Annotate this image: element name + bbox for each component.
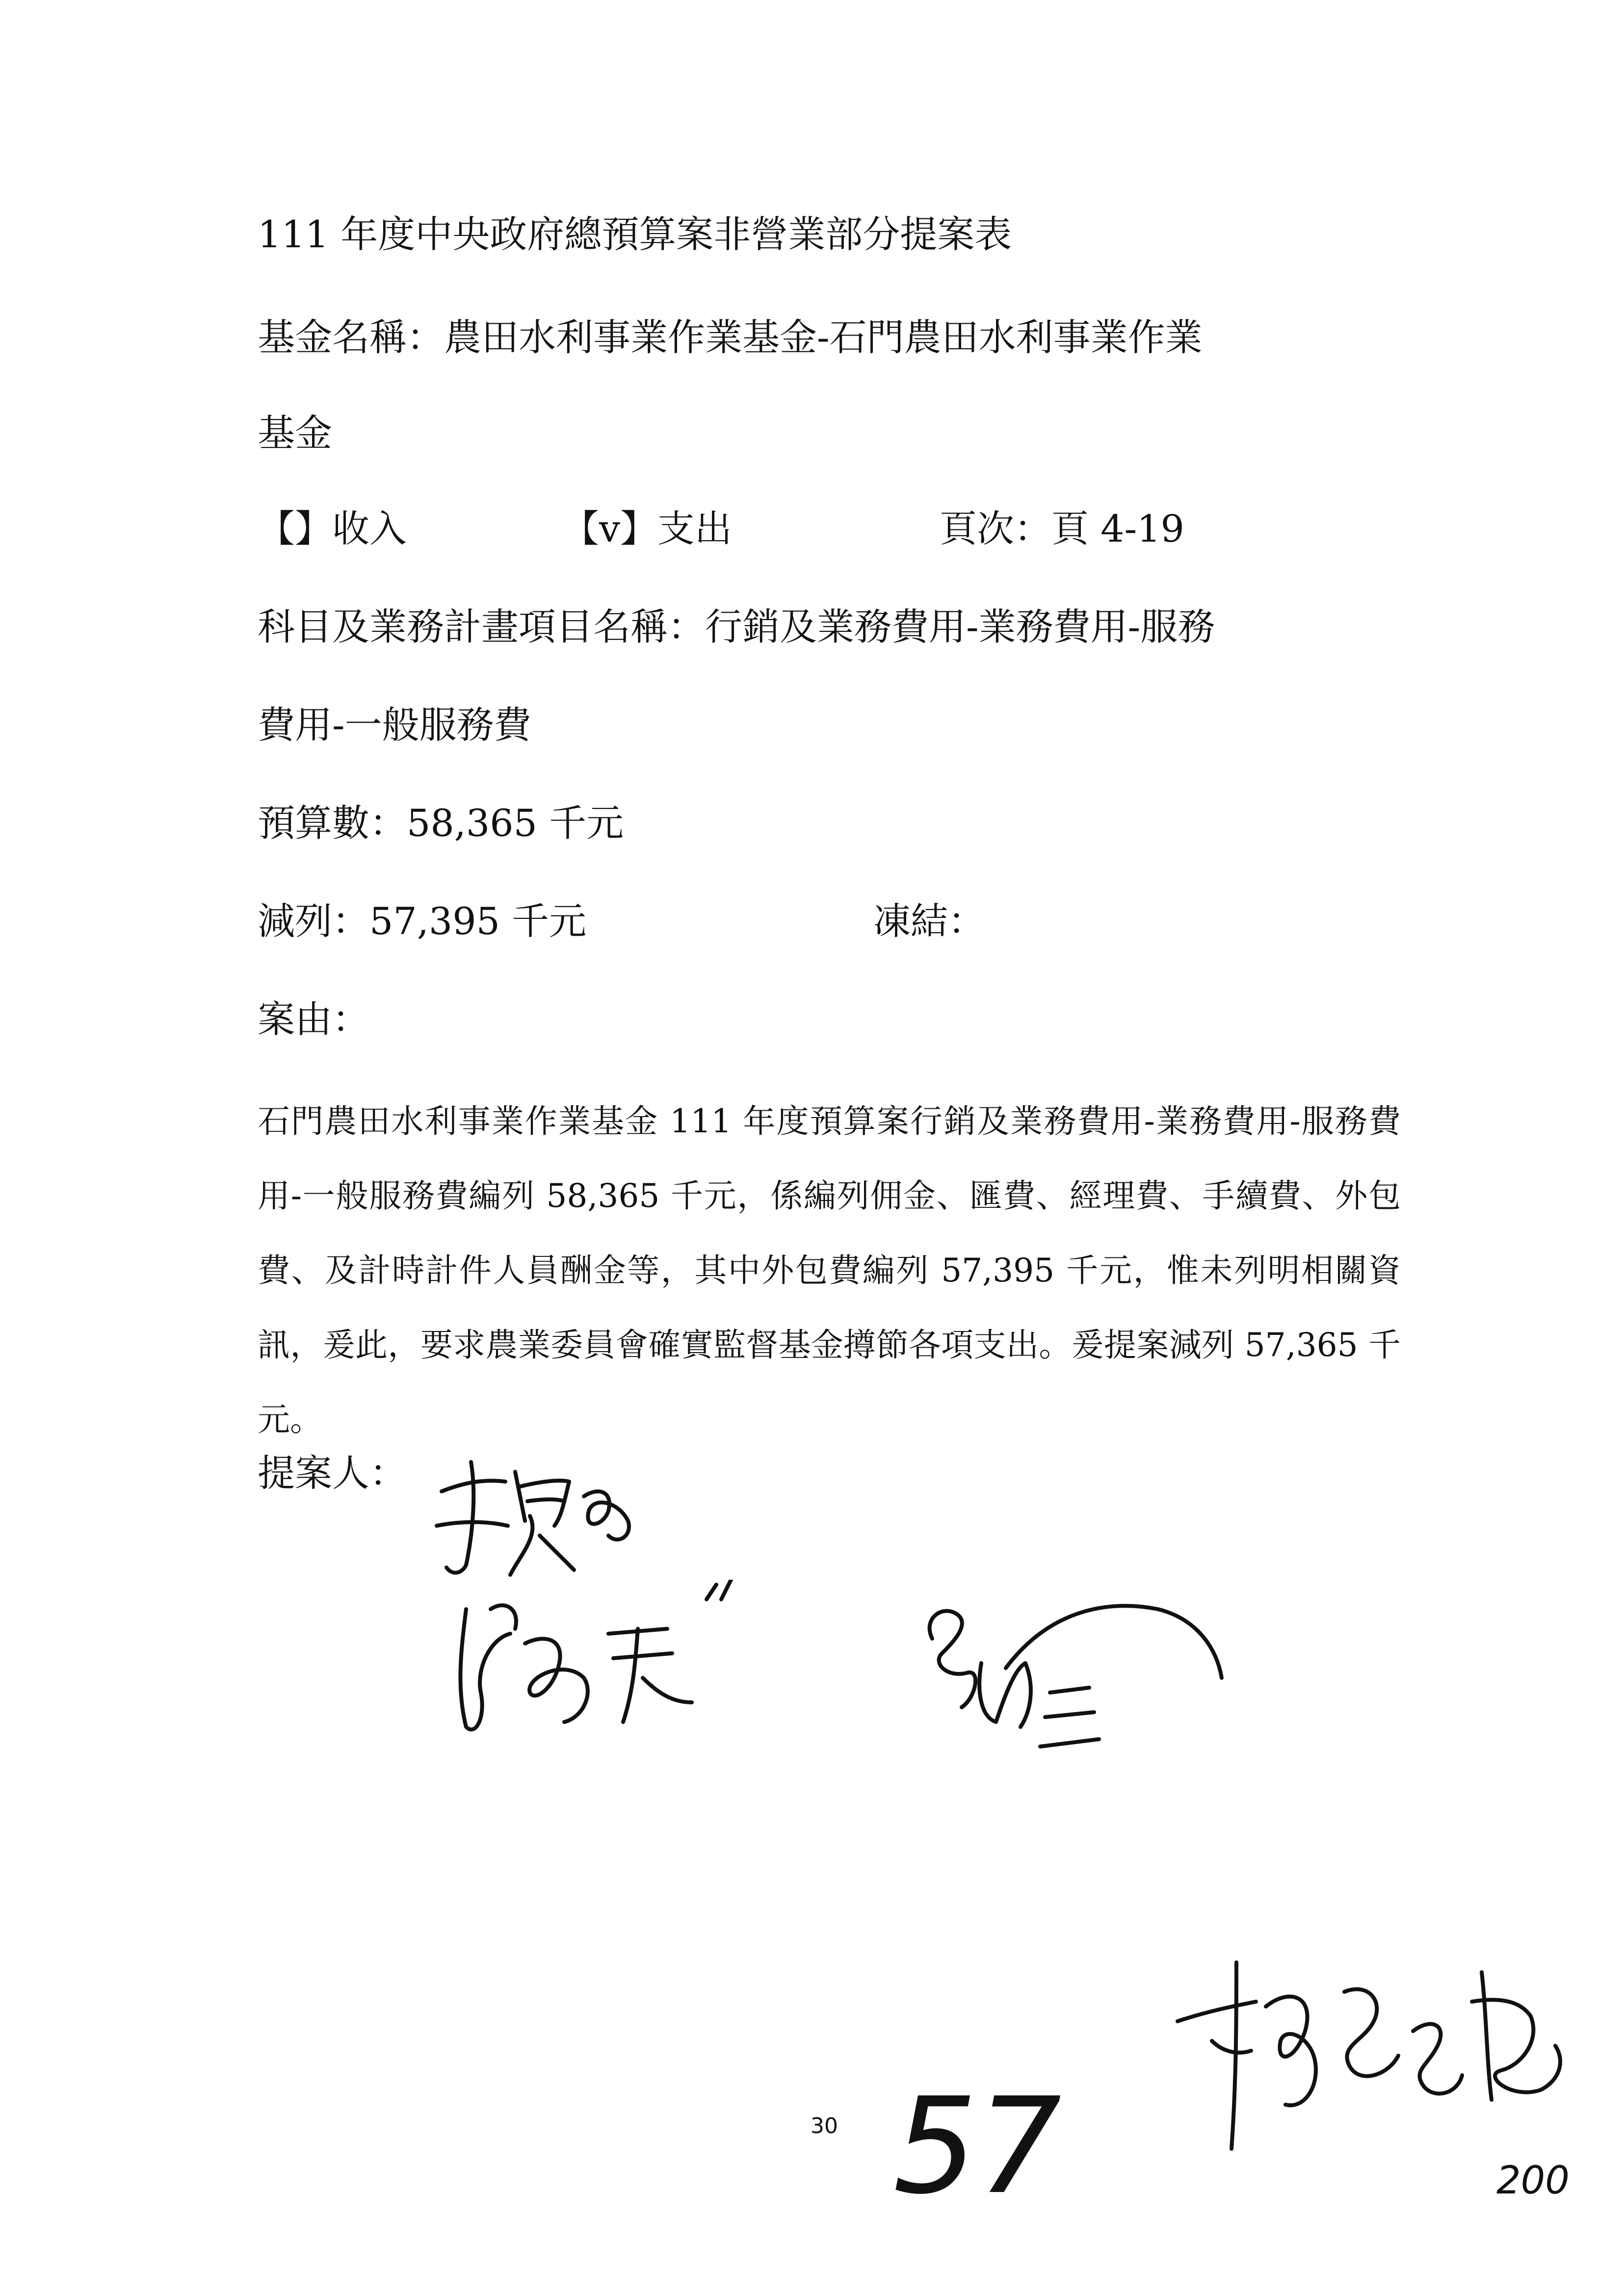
expense-option: 【v】支出 xyxy=(562,507,732,550)
fund-name-line-1: 基金名稱：農田水利事業作業基金-石門農田水利事業作業 xyxy=(258,315,1203,359)
reduction-amount: 減列：57,395 千元 xyxy=(258,899,587,943)
freeze-label: 凍結： xyxy=(873,899,985,943)
handwritten-signature-2 xyxy=(437,1580,829,1756)
page-number: 30 xyxy=(811,2113,838,2139)
handwritten-annotation: 200 xyxy=(1496,2159,1570,2203)
fund-name-line-2: 基金 xyxy=(258,411,332,455)
item-name-line-2: 費用-一般服務費 xyxy=(258,703,531,747)
page-reference: 頁次：頁 4-19 xyxy=(940,507,1184,550)
handwritten-signature-3 xyxy=(903,1570,1246,1776)
handwritten-number: 57 xyxy=(893,2069,1062,2223)
item-name-line-1: 科目及業務計畫項目名稱：行銷及業務費用-業務費用-服務 xyxy=(258,605,1215,649)
budget-amount: 預算數：58,365 千元 xyxy=(258,801,624,845)
income-option: 【】收入 xyxy=(258,507,407,550)
handwritten-signature-1 xyxy=(422,1452,648,1590)
reason-text: 石門農田水利事業作業基金 111 年度預算案行銷及業務費用-業務費用-服務費用-一般服務費編列 58,365 千元，係編列佣金、匯費、經理費、手續費、外包費、及計時計件人員酬金等，其中外包費編列 57,395 千元，惟未列明相關資訊，爰此，要求農業委員會確實監督基金撙節各項支出。爰提案減列 57,365 千元。 xyxy=(258,1102,1401,1438)
document-title: 111 年度中央政府總預算案非營業部分提案表 xyxy=(258,212,1012,256)
proposer-label: 提案人： xyxy=(258,1451,407,1495)
reason-label: 案由： xyxy=(258,997,369,1041)
